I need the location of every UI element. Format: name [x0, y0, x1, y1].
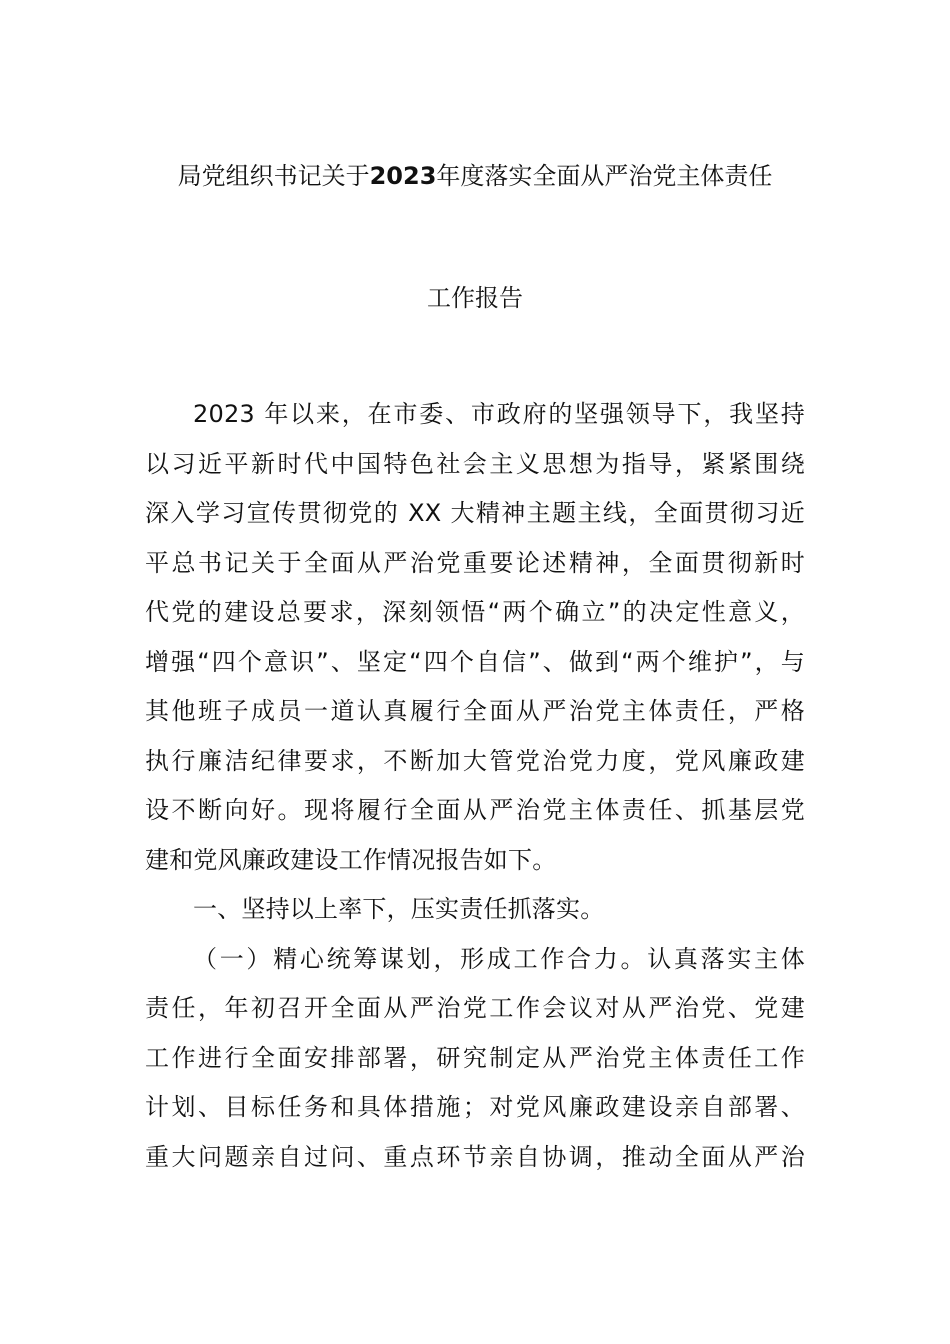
paragraph-line: 2023 年以来，在市委、市政府的坚强领导下，我坚持 [193, 400, 805, 428]
paragraph-line: 平总书记关于全面从严治党重要论述精神，全面贯彻新时 [145, 548, 805, 577]
title-prefix: 局党组织书记关于 [177, 162, 370, 190]
document-body [145, 396, 805, 1188]
title-suffix: 年度落实全面从严治党主体责任 [436, 162, 773, 190]
paragraph-line: 增强“四个意识”、坚定“四个自信”、做到“两个维护”，与 [145, 647, 805, 676]
paragraph-line: 建和党风廉政建设工作情况报告如下。 [145, 845, 557, 874]
paragraph-line: 深入学习宣传贯彻党的 XX 大精神主题主线，全面贯彻习近 [145, 499, 805, 527]
paragraph-line: 代党的建设总要求，深刻领悟“两个确立”的决定性意义， [145, 598, 805, 626]
paragraph-line: 设不断向好。现将履行全面从严治党主体责任、抓基层党 [145, 796, 805, 824]
paragraph-line: 工作进行全面安排部署，研究制定从严治党主体责任工作 [145, 1043, 805, 1072]
document-title-line-2: 工作报告 [427, 284, 523, 312]
paragraph-line: 计划、目标任务和具体措施；对党风廉政建设亲自部署、 [145, 1093, 805, 1121]
paragraph-line: 其他班子成员一道认真履行全面从严治党主体责任，严格 [145, 697, 805, 725]
paragraph-line: 重大问题亲自过问、重点环节亲自协调，推动全面从严治 [145, 1142, 805, 1171]
title-year: 2023 [369, 162, 437, 190]
document-title-line-1 [0, 160, 950, 192]
paragraph-line: 执行廉洁纪律要求，不断加大管党治党力度，党风廉政建 [145, 746, 805, 775]
section-heading: 一、坚持以上率下，压实责任抓落实。 [193, 895, 605, 923]
subsection-line: （一）精心统筹谋划，形成工作合力。认真落实主体 [193, 944, 805, 973]
paragraph-line: 以习近平新时代中国特色社会主义思想为指导，紧紧围绕 [145, 449, 805, 478]
paragraph-line: 责任，年初召开全面从严治党工作会议对从严治党、党建 [145, 994, 805, 1022]
